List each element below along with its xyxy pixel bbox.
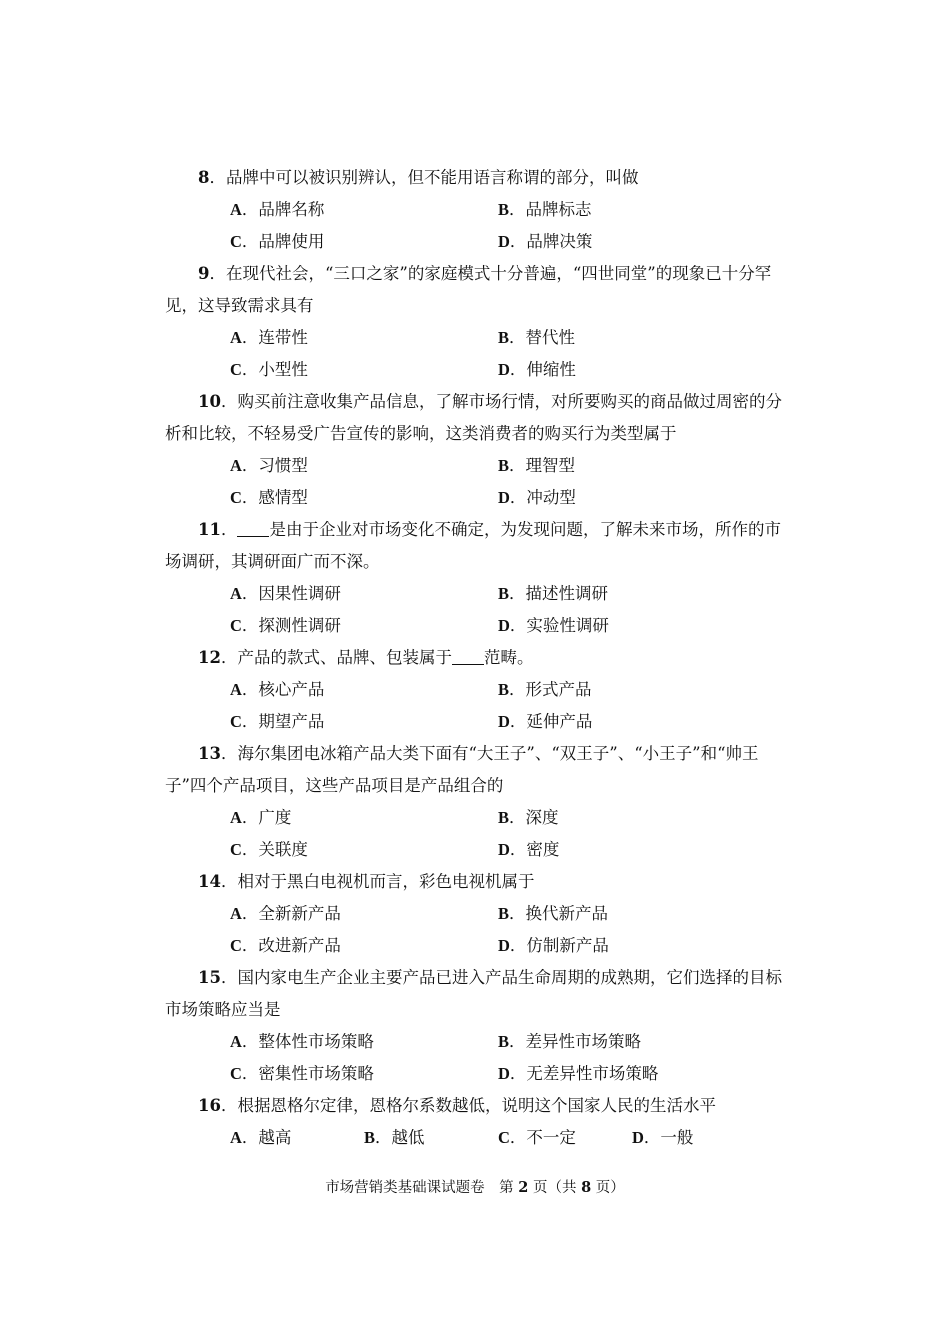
question-number: 11 (198, 520, 221, 539)
option-b: B．品牌标志 (498, 200, 592, 219)
option-c: C．期望产品 (230, 712, 325, 731)
question-number: 15 (198, 968, 221, 987)
option-b: B．理智型 (498, 456, 576, 475)
question-text: ．品牌中可以被识别辨认，但不能用语言称谓的部分，叫做 (209, 168, 639, 187)
option-b: B．换代新产品 (498, 904, 609, 923)
question-number: 13 (198, 744, 221, 763)
option-d: D．无差异性市场策略 (498, 1064, 659, 1083)
option-a: A．广度 (230, 808, 292, 827)
page-number: 2 (518, 1179, 529, 1196)
answer-blank (452, 646, 484, 665)
option-d: D．品牌决策 (498, 232, 593, 251)
question-text: 是由于企业对市场变化不确定，为发现问题，了解未来市场，所作的市场调研，其调研面广而不深。 (165, 520, 781, 571)
option-a: A．品牌名称 (230, 200, 325, 219)
option-d: D．延伸产品 (498, 712, 593, 731)
question-12: 12．产品的款式、品牌、包装属于 范畴。 (198, 648, 534, 667)
option-d: D．一般 (632, 1128, 694, 1147)
option-d: D．伸缩性 (498, 360, 576, 379)
options-row (230, 898, 790, 930)
question-16 (165, 1090, 790, 1122)
options-row (230, 706, 790, 738)
option-b: B．描述性调研 (498, 584, 609, 603)
options-row (230, 674, 790, 706)
option-c: C．改进新产品 (230, 936, 341, 955)
option-c: C．感情型 (230, 488, 308, 507)
options-row (230, 1122, 790, 1154)
option-a: A．习惯型 (230, 456, 308, 475)
question-15 (165, 962, 790, 1026)
options-row (230, 930, 790, 962)
option-c: C．品牌使用 (230, 232, 325, 251)
option-b: B．深度 (498, 808, 559, 827)
page-footer: 市场营销类基础课试题卷 第 2 页（共 8 页） (325, 1179, 625, 1196)
option-d: D．密度 (498, 840, 560, 859)
option-b: B．越低 (364, 1128, 425, 1147)
question-number: 10 (198, 392, 221, 411)
options-row (230, 482, 790, 514)
question-text: ．根据恩格尔定律，恩格尔系数越低，说明这个国家人民的生活水平 (220, 1096, 716, 1115)
question-text: ．国内家电生产企业主要产品已进入产品生命周期的成熟期，它们选择的目标市场策略应当是 (165, 968, 782, 1019)
question-13 (165, 738, 790, 802)
options-row (230, 610, 790, 642)
total-pages: 8 (581, 1179, 592, 1196)
option-a: A．连带性 (230, 328, 308, 347)
option-a: A．因果性调研 (230, 584, 341, 603)
question-14 (165, 866, 790, 898)
question-8 (165, 162, 790, 194)
option-b: B．替代性 (498, 328, 576, 347)
options-row (230, 578, 790, 610)
option-c: C．关联度 (230, 840, 308, 859)
option-b: B．形式产品 (498, 680, 592, 699)
options-row (230, 834, 790, 866)
option-c: C．密集性市场策略 (230, 1064, 374, 1083)
question-10 (165, 386, 790, 450)
options-row (230, 354, 790, 386)
question-text: ．购买前注意收集产品信息，了解市场行情，对所要购买的商品做过周密的分析和比较，不轻易受广告宣传的影响，这类消费者的购买行为类型属于 (165, 392, 782, 443)
option-c: C．小型性 (230, 360, 308, 379)
question-number: 9 (198, 264, 210, 283)
option-b: B．差异性市场策略 (498, 1032, 642, 1051)
options-row (230, 322, 790, 354)
option-a: A．核心产品 (230, 680, 325, 699)
options-row (230, 1058, 790, 1090)
question-text: ．海尔集团电冰箱产品大类下面有“大王子”、“双王子”、“小王子”和“帅王子”四个产品项目，这些产品项目是产品组合的 (165, 744, 759, 795)
option-a: A．整体性市场策略 (230, 1032, 374, 1051)
option-a: A．越高 (230, 1128, 292, 1147)
question-number: 14 (198, 872, 221, 891)
option-a: A．全新新产品 (230, 904, 341, 923)
option-c: C．不一定 (498, 1128, 576, 1147)
question-9 (165, 258, 790, 322)
options-row (230, 1026, 790, 1058)
option-d: D．冲动型 (498, 488, 576, 507)
question-text: ．相对于黑白电视机而言，彩色电视机属于 (220, 872, 535, 891)
question-11: 11． 是由于企业对市场变化不确定，为发现问题，了解未来市场，所作的市场调研，其调研面广而不深。 (165, 520, 781, 571)
question-number: 12 (198, 648, 221, 667)
question-text: ．在现代社会，“三口之家”的家庭模式十分普遍，“四世同堂”的现象已十分罕见，这导致需求具有 (165, 264, 772, 315)
option-c: C．探测性调研 (230, 616, 341, 635)
question-number: 16 (198, 1096, 221, 1115)
option-d: D．实验性调研 (498, 616, 609, 635)
question-text: ．产品的款式、品牌、包装属于 (220, 648, 452, 667)
options-row (230, 194, 790, 226)
option-d: D．仿制新产品 (498, 936, 609, 955)
options-row (230, 450, 790, 482)
options-row (230, 802, 790, 834)
question-number: 8 (198, 168, 210, 187)
answer-blank (237, 518, 269, 537)
options-row (230, 226, 790, 258)
